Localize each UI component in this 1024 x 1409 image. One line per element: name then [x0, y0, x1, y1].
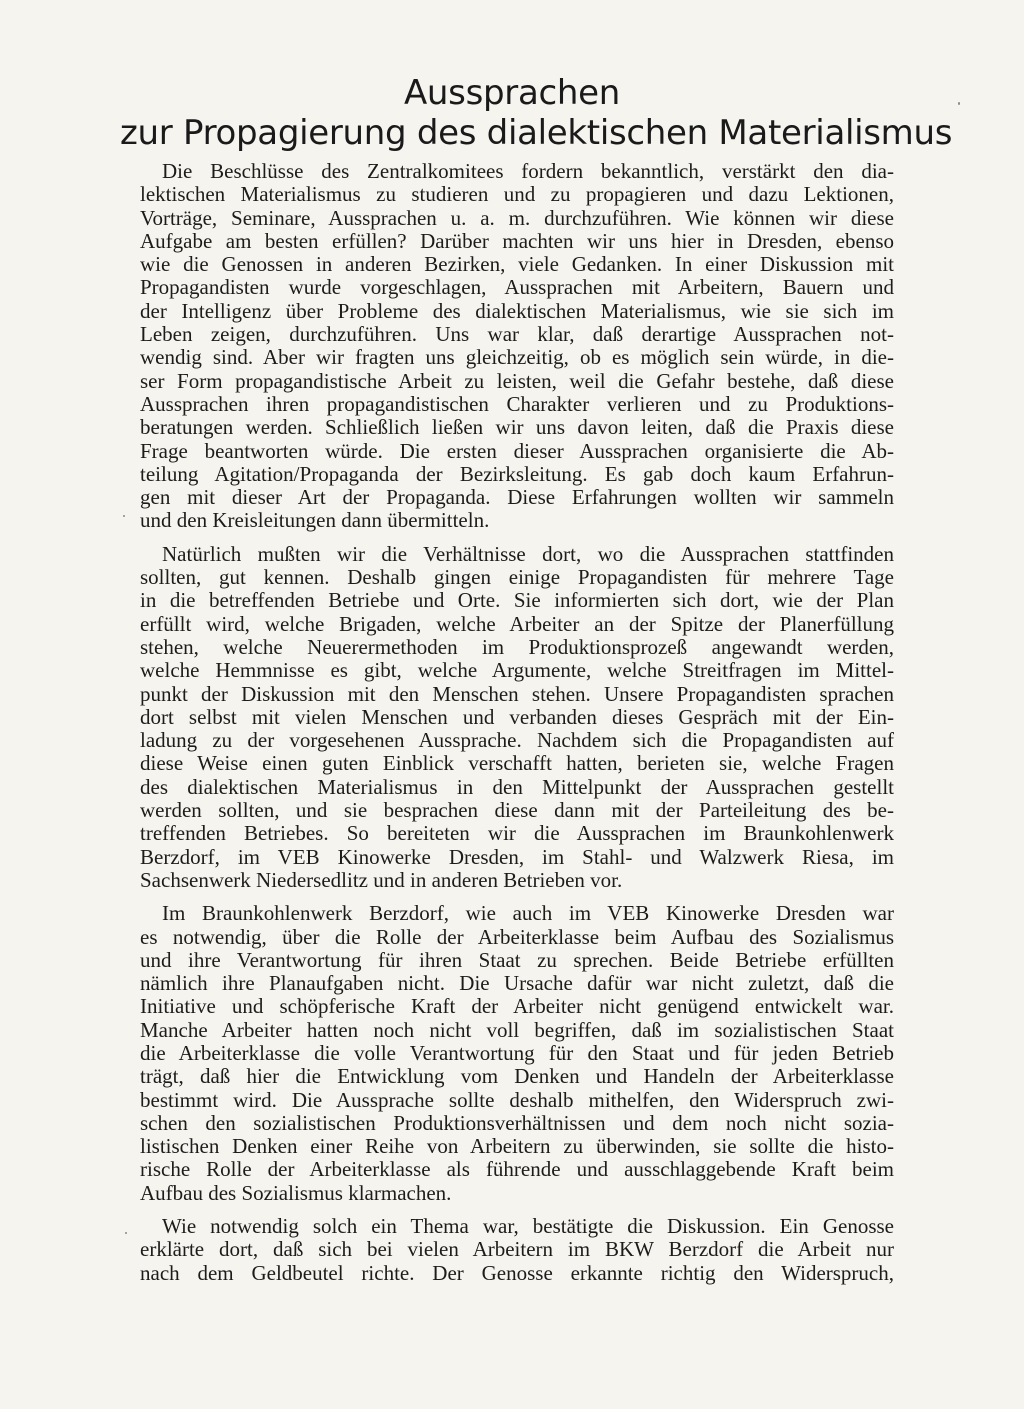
text-line: des dialektischen Materialismus in den Mittelpunkt der Aussprachen gestellt [140, 774, 894, 799]
text-line: in die betreffenden Betriebe und Orte. Sie informierten sich dort, wie der Plan [140, 588, 894, 613]
text-line: schen den sozialistischen Produktionsverhältnissen und dem noch nicht sozia- [140, 1110, 894, 1135]
text-line: treffenden Betriebes. So bereiteten wir die Aussprachen im Braunkohlenwerk [140, 821, 894, 846]
page-title: Aussprachen [403, 73, 621, 113]
text-line: dort selbst mit vielen Menschen und verbanden dieses Gespräch mit der Ein- [140, 704, 894, 729]
text-line: Frage beantworten würde. Die ersten dieser Aussprachen organisierte die Ab- [140, 438, 894, 463]
text-line: Sachsenwerk Niedersedlitz und in anderen Betrieben vor. [140, 867, 623, 892]
text-line: erklärte dort, daß sich bei vielen Arbeitern im BKW Berzdorf die Arbeit nur [140, 1237, 894, 1262]
text-line: beratungen werden. Schließlich ließen wir uns davon leiten, daß die Praxis diese [140, 415, 894, 440]
paragraph [140, 160, 894, 533]
text-line: Aussprachen ihren propagandistischen Charakter verlieren und zu Produktions- [140, 391, 894, 416]
text-line: werden sollten, und sie besprachen diese dann mit der Parteileitung des be- [140, 798, 894, 823]
text-line: nach dem Geldbeutel richte. Der Genosse erkannte richtig den Widerspruch, [140, 1260, 894, 1285]
text-line: nämlich ihre Planaufgaben nicht. Die Ursache dafür war nicht zuletzt, daß die [140, 971, 894, 996]
text-line: Natürlich mußten wir die Verhältnisse dort, wo die Aussprachen stattfinden [162, 541, 894, 566]
text-line: rische Rolle der Arbeiterklasse als führende und ausschlaggebende Kraft beim [140, 1157, 894, 1182]
text-line: und ihre Verantwortung für ihren Staat zu sprechen. Beide Betriebe erfüllten [140, 947, 894, 972]
paragraph [140, 543, 894, 892]
text-line: erfüllt wird, welche Brigaden, welche Arbeiter an der Spitze der Planerfüllung [140, 611, 894, 636]
text-line: Manche Arbeiter hatten noch nicht voll begriffen, daß im sozialistischen Staat [140, 1017, 894, 1042]
text-line: listischen Denken einer Reihe von Arbeitern zu überwinden, sie sollte die histo- [140, 1134, 894, 1159]
text-line: teilung Agitation/Propaganda der Bezirksleitung. Es gab doch kaum Erfahrun- [140, 461, 894, 486]
text-line: stehen, welche Neuerermethoden im Produktionsprozeß angewandt werden, [140, 634, 894, 659]
scan-speck [123, 515, 125, 517]
text-line: bestimmt wird. Die Aussprache sollte deshalb mithelfen, den Widerspruch zwi- [140, 1087, 894, 1112]
article-body [140, 160, 894, 1295]
text-line: Aufgabe am besten erfüllen? Darüber machten wir uns hier in Dresden, ebenso [140, 228, 894, 253]
text-line: Berzdorf, im VEB Kinowerke Dresden, im Stahl- und Walzwerk Riesa, im [140, 844, 894, 869]
text-line: Die Beschlüsse des Zentralkomitees fordern bekanntlich, verstärkt den dia- [162, 159, 894, 183]
text-line: Vorträge, Seminare, Aussprachen u. a. m. durchzuführen. Wie können wir diese [140, 205, 894, 230]
text-line: wie die Genossen in anderen Bezirken, viele Gedanken. In einer Diskussion mit [140, 252, 894, 277]
text-line: Im Braunkohlenwerk Berzdorf, wie auch im VEB Kinowerke Dresden war [162, 901, 894, 926]
text-line: trägt, daß hier die Entwicklung vom Denken und Handeln der Arbeiterklasse [140, 1064, 894, 1089]
text-line: wendig sind. Aber wir fragten uns gleichzeitig, ob es möglich sein würde, in die- [140, 345, 894, 370]
paragraph [140, 1215, 894, 1285]
text-line: diese Weise einen guten Einblick verschafft hatten, berieten sie, welche Fragen [140, 751, 894, 776]
page-subtitle: zur Propagierung des dialektischen Materialismus [120, 113, 953, 153]
text-line: die Arbeiterklasse die volle Verantwortung für den Staat und für jeden Betrieb [140, 1040, 894, 1065]
text-line: ladung zu der vorgesehenen Aussprache. Nachdem sich die Propagandisten auf [140, 728, 894, 753]
text-line: Aufbau des Sozialismus klarmachen. [140, 1180, 452, 1205]
text-line: Leben zeigen, durchzuführen. Uns war klar, daß derartige Aussprachen not- [140, 322, 894, 347]
text-line: punkt der Diskussion mit den Menschen stehen. Unsere Propagandisten sprachen [140, 681, 894, 706]
scan-speck [958, 102, 960, 105]
text-line: gen mit dieser Art der Propaganda. Diese Erfahrungen wollten wir sammeln [140, 485, 894, 510]
text-line: welche Hemmnisse es gibt, welche Argumente, welche Streitfragen im Mittel- [140, 658, 894, 683]
text-line: lektischen Materialismus zu studieren und zu propagieren und dazu Lektionen, [140, 182, 894, 207]
scan-speck [125, 1232, 127, 1234]
text-line: es notwendig, über die Rolle der Arbeiterklasse beim Aufbau des Sozialismus [140, 924, 894, 949]
text-line: Wie notwendig solch ein Thema war, bestätigte die Diskussion. Ein Genosse [162, 1214, 894, 1239]
text-line: Propagandisten wurde vorgeschlagen, Aussprachen mit Arbeitern, Bauern und [140, 275, 894, 300]
text-line: und den Kreisleitungen dann übermitteln. [140, 508, 490, 533]
text-line: sollten, gut kennen. Deshalb gingen einige Propagandisten für mehrere Tage [140, 565, 894, 590]
text-line: ser Form propagandistische Arbeit zu leisten, weil die Gefahr bestehe, daß diese [140, 368, 894, 393]
text-line: Initiative und schöpferische Kraft der Arbeiter nicht genügend entwickelt war. [140, 994, 894, 1019]
text-line: der Intelligenz über Probleme des dialektischen Materialismus, wie sie sich im [140, 298, 894, 323]
paragraph [140, 902, 894, 1205]
